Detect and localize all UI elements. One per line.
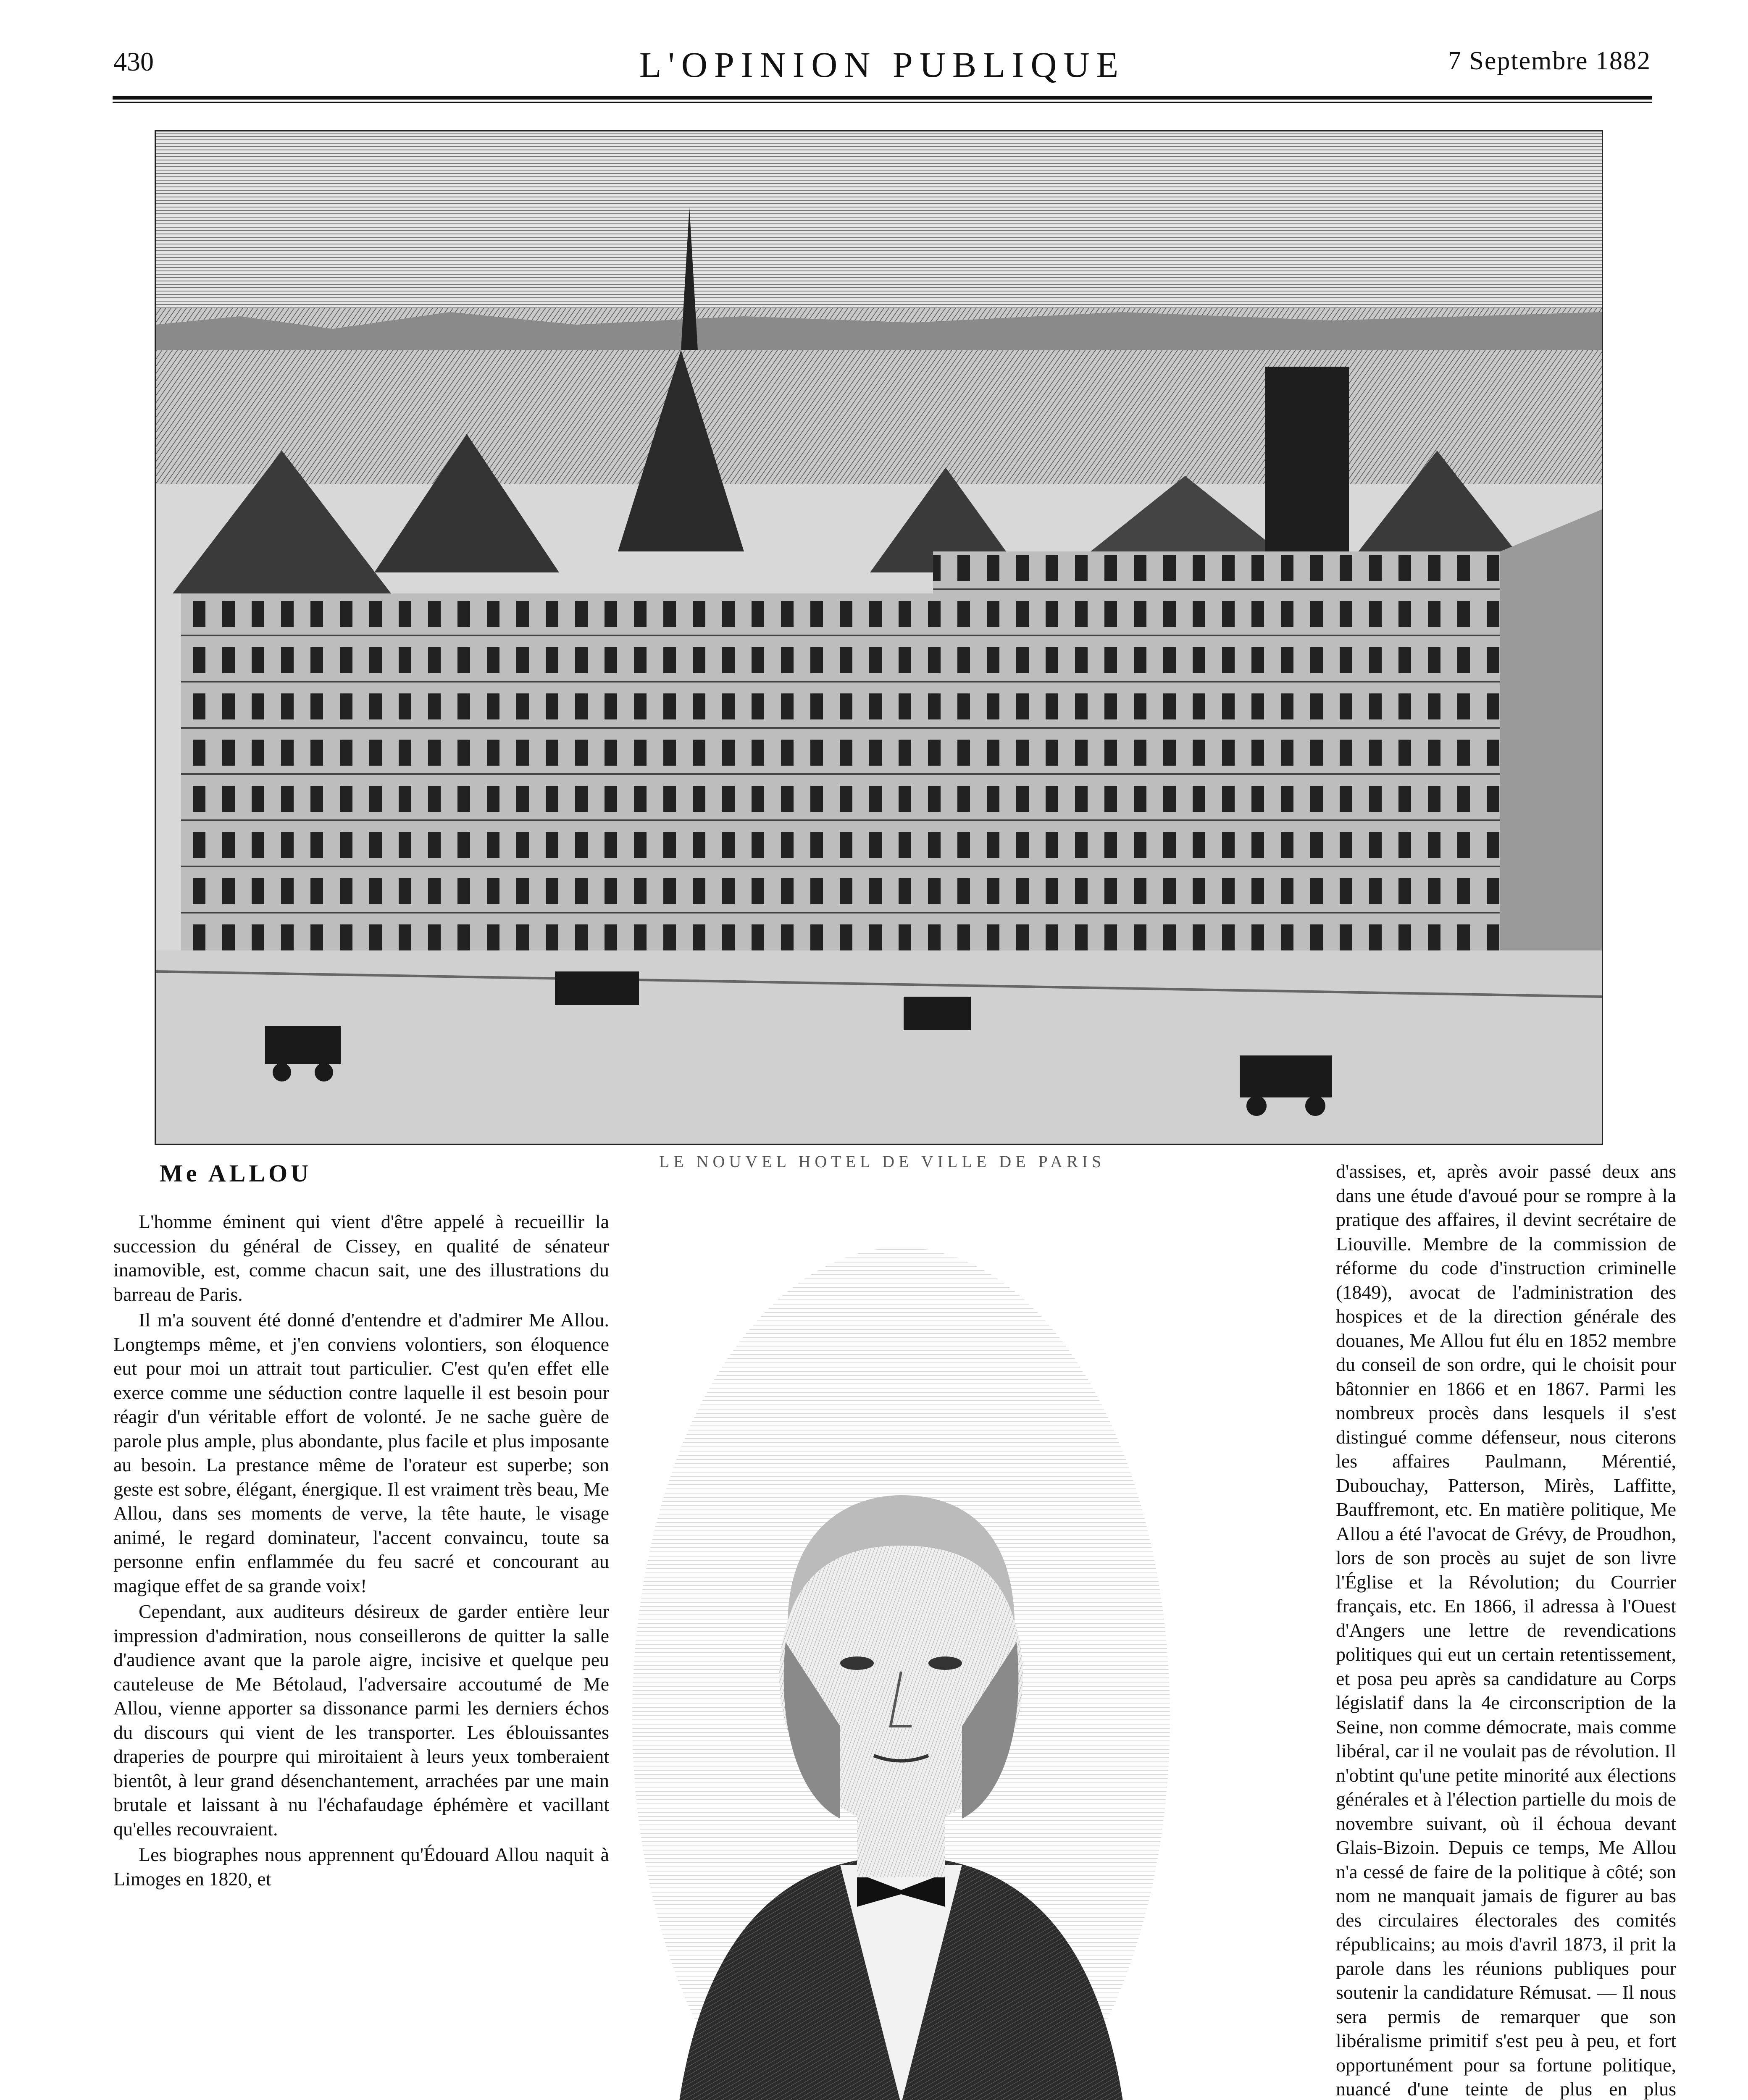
page-header bbox=[113, 46, 1651, 92]
engraving-illustration bbox=[156, 131, 1602, 1144]
portrait-engraving bbox=[622, 1201, 1180, 2100]
paragraph: Les biographes nous apprennent qu'Édouard Allou naquit à Limoges en 1820, et bbox=[113, 1844, 609, 1890]
paragraph: Il m'a souvent été donné d'entendre et d'admirer Me Allou. Longtemps même, et j'en conviens volontiers, son éloquence eut pour moi un attrait tout particulier. C'est qu'en effet elle exerce comme une séduction contre laquelle il est besoin pour réagir d'un véritable effort de volonté. Je ne sache guère de parole plus ample, plus abondante, plus facile et plus imposante au besoin. La prestance même de l'orateur est superbe; son geste est sobre, élégant, énergique. Il est vraiment très beau, Me Allou, dans ses moments de verve, la tête haute, le visage animé, le regard dominateur, l'accent convaincu, toute sa personne enfin enflammée du feu sacré et concourant au magique effet de sa grande voix! bbox=[113, 1309, 609, 1596]
issue-date: 7 Septembre 1882 bbox=[1448, 47, 1651, 75]
allou-portrait bbox=[622, 1201, 1180, 2100]
engraving-caption: LE NOUVEL HOTEL DE VILLE DE PARIS bbox=[659, 1152, 1106, 1171]
left-column bbox=[113, 1210, 609, 1893]
paragraph: Cependant, aux auditeurs désireux de garder entière leur impression d'admiration, nous conseillerons de quitter la salle d'audience avant que la parole aigre, incisive et quelque peu cauteleuse de Me Bétolaud, l'adversaire accoutumé de Me Allou, vienne apporter sa dissonance parmi les derniers échos du discours qui vient de les transporter. Les éblouissantes draperies de pourpre qui miroitaient à leurs yeux tomberaient bientôt, à leur grand désenchantement, arrachées par une main brutale et laissant à nu l'échafaudage éphémère et vacillant qu'elles recouvraient. bbox=[113, 1601, 609, 1840]
article-title: Me ALLOU bbox=[160, 1160, 312, 1187]
header-rule-thin bbox=[113, 102, 1652, 103]
right-column bbox=[1336, 1159, 1676, 2100]
masthead: L'OPINION PUBLIQUE bbox=[639, 45, 1125, 85]
page-number: 430 bbox=[113, 47, 154, 76]
header-rule bbox=[113, 96, 1652, 100]
paragraph: L'homme éminent qui vient d'être appelé à recueillir la succession du général de Cissey, en qualité de sénateur inamovible, est, comme chacun sait, une des illustrations du barreau de Paris. bbox=[113, 1211, 609, 1305]
hotel-de-ville-engraving bbox=[155, 130, 1603, 1145]
paragraph: d'assises, et, après avoir passé deux ans dans une étude d'avoué pour se rompre à la pratique des affaires, il devint secrétaire de Liouville. Membre de la commission de réforme du code d'instruction criminelle (1849), avocat de l'administration des hospices et de la direction générale des douanes, Me Allou fut élu en 1852 membre du conseil de son ordre, qui le choisit pour bâtonnier en 1866 et en 1867. Parmi les nombreux procès dans lesquels il s'est distingué comme défenseur, nous citerons les affaires Paulmann, Mérentié, Dubouchay, Patterson, Mirès, Laffitte, Bauffremont, etc. En matière politique, Me Allou a été l'avocat de Grévy, de Proudhon, lors de son procès au sujet de son livre l'Église et la Révolution; du Courrier français, etc. En 1866, il adressa à l'Ouest d'Angers une lettre de revendications politiques qui eut un certain retentissement, et posa peu après sa candidature au Corps législatif dans la 4e circonscription de la Seine, non comme démocrate, mais comme libéral, car il ne voulait pas de révolution. Il n'obtint qu'une petite minorité aux élections générales et à l'élection partielle du mois de novembre suivant, où il échoua devant Glais-Bizoin. Depuis ce temps, Me Allou n'a cessé de faire de la politique à côté; son nom ne manquait jamais de figurer au bas des circulaires électorales des comités républicains; au mois d'avril 1873, il prit la parole dans les réunions publiques pour soutenir la candidature Rémusat. — Il nous sera permis de remarquer que son libéralisme primitif s'est peu à peu, et fort opportunément pour sa fortune politique, nuancé d'une teinte de plus en plus bbox=[1336, 1160, 1676, 2100]
